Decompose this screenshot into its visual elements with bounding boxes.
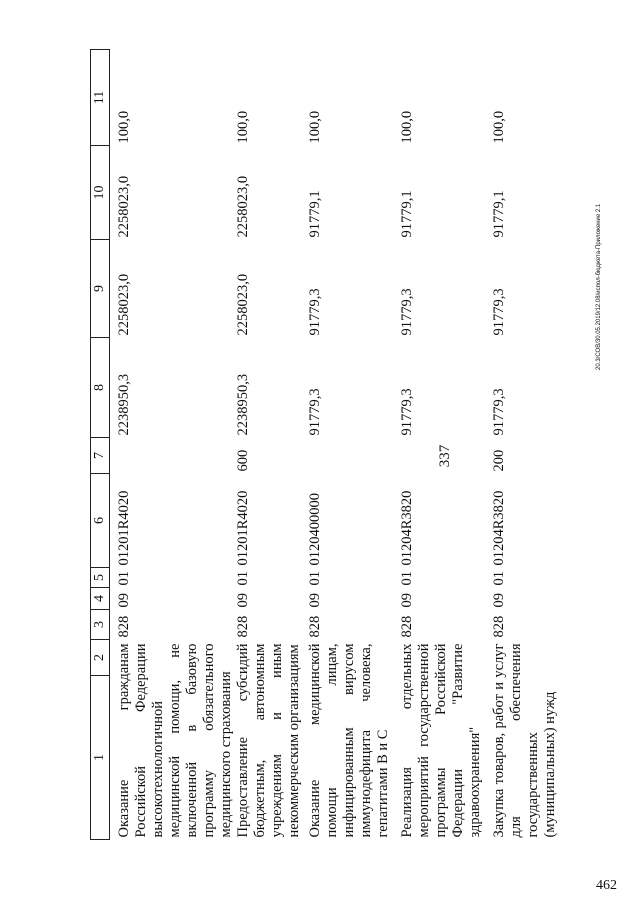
cell-c8: 91779,3 <box>491 388 507 436</box>
cell-c8: 2238950,3 <box>116 373 132 436</box>
cell-c8: 91779,3 <box>399 388 415 436</box>
cell-c9: 2258023,0 <box>235 273 251 336</box>
col-header: 4 <box>91 588 110 610</box>
sheet-number: 462 <box>596 878 617 893</box>
cell-c3: 828 <box>307 615 323 638</box>
cell-c4: 09 <box>307 593 323 608</box>
table-row <box>491 50 591 840</box>
cell-c7: 200 <box>491 449 507 472</box>
cell-c6: 01204R3820 <box>491 490 507 566</box>
col-header: 3 <box>91 610 110 640</box>
cell-c5: 01 <box>491 571 507 586</box>
cell-c6: 01204R3820 <box>399 490 415 566</box>
col-header: 5 <box>91 568 110 588</box>
cell-c6: 01201R4020 <box>235 490 251 566</box>
col-header: 6 <box>91 474 110 568</box>
col-header: 10 <box>91 146 110 240</box>
cell-c8: 91779,3 <box>307 388 323 436</box>
cell-c5: 01 <box>116 571 132 586</box>
cell-c6: 01201R4020 <box>116 490 132 566</box>
budget-table-rotated <box>90 50 610 840</box>
page-number: 337 <box>437 444 453 468</box>
footer-reference: 20.3/СОВ/30.05.2019/12.08/испол-бюджета-Приложение 2.1 <box>596 203 602 370</box>
cell-c10: 91779,1 <box>399 190 415 238</box>
cell-c9: 91779,3 <box>491 288 507 336</box>
cell-c4: 09 <box>235 593 251 608</box>
cell-c11: 100,0 <box>307 110 323 144</box>
table-row <box>399 50 491 840</box>
cell-c5: 01 <box>399 571 415 586</box>
cell-c11: 100,0 <box>491 110 507 144</box>
row-name: Закупка товаров, работ и услуг для обеспечения государственных (муниципальных) нужд <box>491 643 558 838</box>
row-name: Реализация отдельных мероприятий государственной программы Российской Федерации "Развитие здравоохранения" <box>399 643 483 838</box>
col-header: 8 <box>91 338 110 438</box>
budget-table <box>90 49 591 840</box>
col-header: 11 <box>91 50 110 146</box>
cell-c3: 828 <box>116 615 132 638</box>
column-header-row <box>91 50 110 840</box>
table-row <box>235 50 307 840</box>
cell-c11: 100,0 <box>235 110 251 144</box>
row-name: Оказание медицинской помощи лицам, инфицированным вирусом иммунодефицита человека, гепатитами B и C <box>307 643 391 838</box>
cell-c3: 828 <box>235 615 251 638</box>
cell-c4: 09 <box>399 593 415 608</box>
cell-c11: 100,0 <box>399 110 415 144</box>
cell-c6: 0120400000 <box>307 493 323 566</box>
col-header: 2 <box>91 640 110 676</box>
cell-c11: 100,0 <box>116 110 132 144</box>
cell-c9: 91779,3 <box>307 288 323 336</box>
cell-c10: 2258023,0 <box>116 175 132 238</box>
col-header: 7 <box>91 438 110 474</box>
cell-c3: 828 <box>399 615 415 638</box>
cell-c10: 2258023,0 <box>235 175 251 238</box>
cell-c10: 91779,1 <box>307 190 323 238</box>
cell-c8: 2238950,3 <box>235 373 251 436</box>
cell-c7 <box>307 438 399 474</box>
table-row <box>307 50 399 840</box>
cell-c4: 09 <box>491 593 507 608</box>
cell-c9: 91779,3 <box>399 288 415 336</box>
cell-c5: 01 <box>235 571 251 586</box>
cell-c9: 2258023,0 <box>116 273 132 336</box>
cell-c7 <box>399 438 491 474</box>
cell-c3: 828 <box>491 615 507 638</box>
cell-c10: 91779,1 <box>491 190 507 238</box>
cell-c7 <box>110 438 236 474</box>
cell-c4: 09 <box>116 593 132 608</box>
row-name: Предоставление субсидий бюджетным, автономным учреждениям и иным некоммерческим организациям <box>235 643 302 838</box>
col-header: 9 <box>91 240 110 338</box>
table-row <box>110 50 236 840</box>
cell-c7: 600 <box>235 449 251 472</box>
cell-c5: 01 <box>307 571 323 586</box>
col-header: 1 <box>91 676 110 840</box>
row-name: Оказание гражданам Российской Федерации высокотехнологичной медицинской помощи, не включенной в базовую программу обязательного медицинского страхования <box>116 643 234 838</box>
